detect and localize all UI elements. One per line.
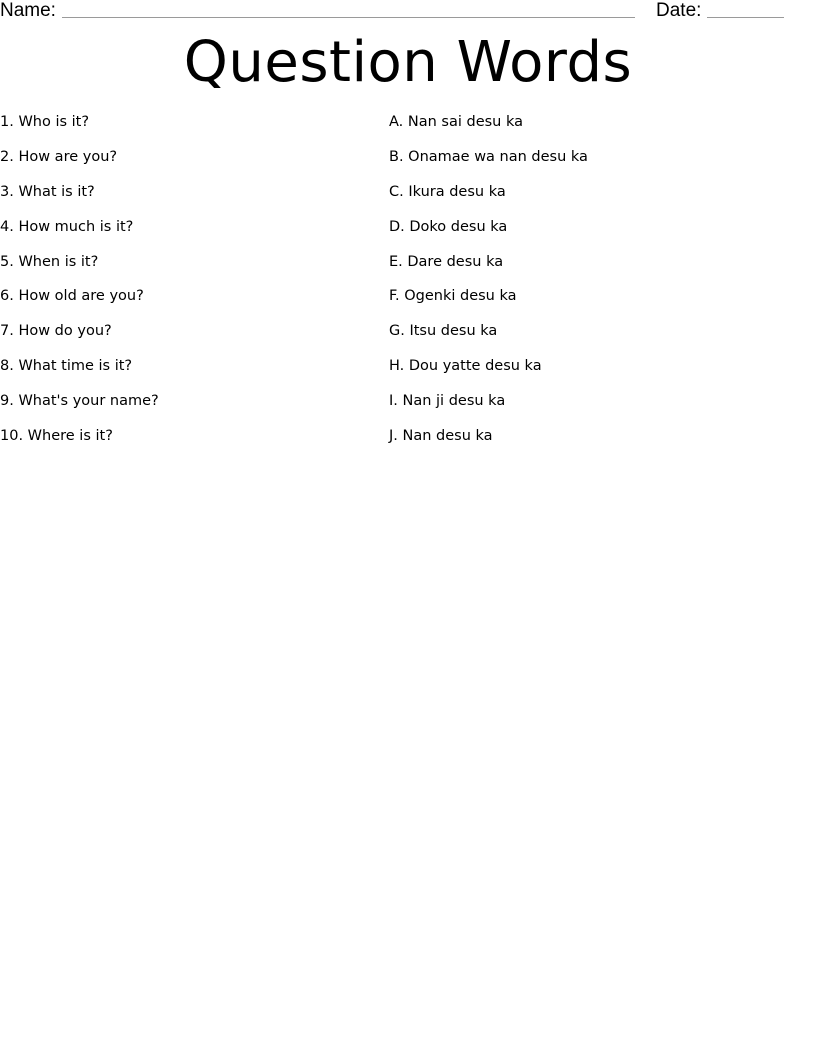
question-item: 5. When is it? <box>0 253 99 270</box>
question-item: 9. What's your name? <box>0 393 159 410</box>
answer-item: C. Ikura desu ka <box>389 183 506 200</box>
answer-item: F. Ogenki desu ka <box>389 288 517 305</box>
name-blank-line <box>62 17 635 18</box>
answer-item: I. Nan ji desu ka <box>389 393 506 410</box>
question-item: 6. How old are you? <box>0 288 144 305</box>
question-item: 10. Where is it? <box>0 428 113 445</box>
date-label: Date: <box>656 0 702 21</box>
answer-item: E. Dare desu ka <box>389 253 504 270</box>
question-item: 1. Who is it? <box>0 114 90 130</box>
worksheet-title: Question Words <box>183 30 633 95</box>
answer-item: D. Doko desu ka <box>389 218 508 235</box>
question-item: 3. What is it? <box>0 183 95 200</box>
question-item: 2. How are you? <box>0 148 118 165</box>
name-label: Name: <box>0 0 56 21</box>
date-blank-line <box>707 17 784 18</box>
answers-column <box>389 112 588 461</box>
answer-item: B. Onamae wa nan desu ka <box>389 148 588 165</box>
answer-item: A. Nan sai desu ka <box>389 114 523 130</box>
answer-item: J. Nan desu ka <box>389 428 493 445</box>
question-item: 7. How do you? <box>0 323 112 340</box>
answer-item: H. Dou yatte desu ka <box>389 358 542 375</box>
answer-item: G. Itsu desu ka <box>389 323 498 340</box>
question-item: 8. What time is it? <box>0 358 133 375</box>
question-item: 4. How much is it? <box>0 218 134 235</box>
worksheet-header <box>0 0 816 24</box>
questions-column <box>0 112 159 461</box>
